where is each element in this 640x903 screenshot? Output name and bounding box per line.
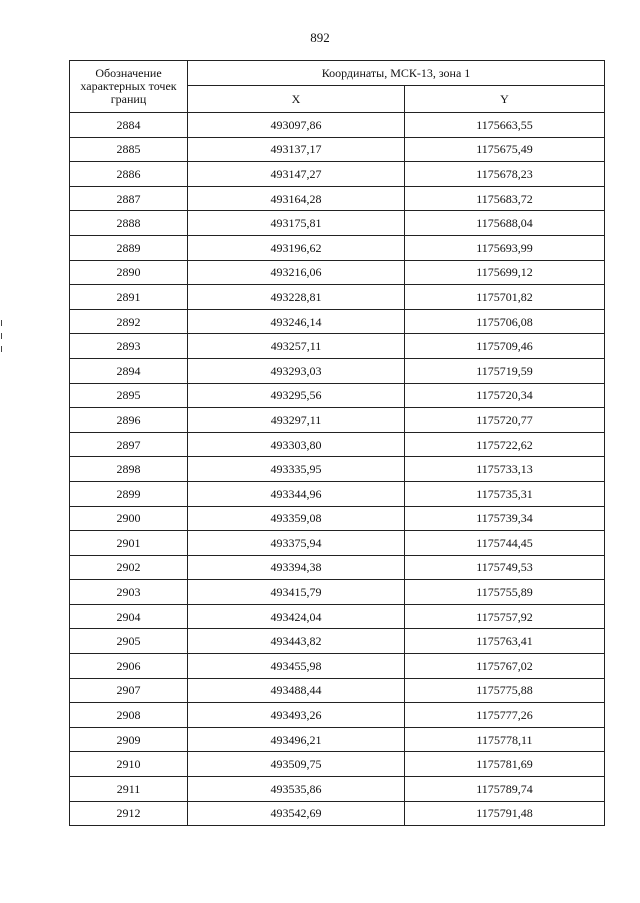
point-cell: 2912 <box>70 801 188 826</box>
table-row <box>70 580 605 605</box>
x-coordinate-cell: 493415,79 <box>188 580 405 605</box>
table-row <box>70 358 605 383</box>
x-coordinate-cell: 493246,14 <box>188 309 405 334</box>
point-cell: 2902 <box>70 555 188 580</box>
x-coordinate-cell: 493335,95 <box>188 457 405 482</box>
y-coordinate-cell: 1175739,34 <box>405 506 605 531</box>
table-row <box>70 408 605 433</box>
coordinates-table <box>69 60 605 826</box>
y-coordinate-cell: 1175763,41 <box>405 629 605 654</box>
x-coordinate-cell: 493175,81 <box>188 211 405 236</box>
x-coordinate-cell: 493488,44 <box>188 678 405 703</box>
y-coordinate-cell: 1175693,99 <box>405 235 605 260</box>
x-coordinate-cell: 493443,82 <box>188 629 405 654</box>
table-row <box>70 457 605 482</box>
x-coordinate-cell: 493509,75 <box>188 752 405 777</box>
table-row <box>70 432 605 457</box>
point-cell: 2900 <box>70 506 188 531</box>
x-coordinate-cell: 493344,96 <box>188 481 405 506</box>
x-coordinate-cell: 493297,11 <box>188 408 405 433</box>
point-cell: 2896 <box>70 408 188 433</box>
point-cell: 2911 <box>70 777 188 802</box>
y-coordinate-cell: 1175683,72 <box>405 186 605 211</box>
y-coordinate-cell: 1175767,02 <box>405 654 605 679</box>
table-body <box>70 113 605 826</box>
table-row <box>70 506 605 531</box>
y-coordinate-cell: 1175777,26 <box>405 703 605 728</box>
table-row <box>70 162 605 187</box>
table-row <box>70 113 605 138</box>
coordinates-header: Координаты, МСК-13, зона 1 <box>188 61 605 86</box>
y-coordinate-cell: 1175699,12 <box>405 260 605 285</box>
point-cell: 2910 <box>70 752 188 777</box>
table-row <box>70 334 605 359</box>
table-row <box>70 654 605 679</box>
x-coordinate-cell: 493196,62 <box>188 235 405 260</box>
y-coordinate-cell: 1175733,13 <box>405 457 605 482</box>
point-cell: 2894 <box>70 358 188 383</box>
point-cell: 2895 <box>70 383 188 408</box>
y-coordinate-cell: 1175791,48 <box>405 801 605 826</box>
x-coordinate-cell: 493147,27 <box>188 162 405 187</box>
table-row <box>70 777 605 802</box>
point-cell: 2904 <box>70 604 188 629</box>
point-cell: 2901 <box>70 531 188 556</box>
y-coordinate-cell: 1175781,69 <box>405 752 605 777</box>
table-row <box>70 137 605 162</box>
x-coordinate-cell: 493542,69 <box>188 801 405 826</box>
table-row <box>70 309 605 334</box>
y-coordinate-cell: 1175755,89 <box>405 580 605 605</box>
x-coordinate-cell: 493216,06 <box>188 260 405 285</box>
y-coordinate-cell: 1175757,92 <box>405 604 605 629</box>
table-row <box>70 678 605 703</box>
table-row <box>70 555 605 580</box>
y-coordinate-cell: 1175749,53 <box>405 555 605 580</box>
x-coordinate-cell: 493257,11 <box>188 334 405 359</box>
x-coordinate-cell: 493535,86 <box>188 777 405 802</box>
point-cell: 2893 <box>70 334 188 359</box>
table-row <box>70 211 605 236</box>
table-row <box>70 260 605 285</box>
scan-mark <box>1 320 2 326</box>
y-coordinate-cell: 1175775,88 <box>405 678 605 703</box>
scan-edge-marks <box>1 320 3 350</box>
y-coordinate-cell: 1175663,55 <box>405 113 605 138</box>
point-cell: 2906 <box>70 654 188 679</box>
table-row <box>70 383 605 408</box>
x-coordinate-cell: 493295,56 <box>188 383 405 408</box>
y-coordinate-cell: 1175719,59 <box>405 358 605 383</box>
point-cell: 2903 <box>70 580 188 605</box>
x-column-header: X <box>188 86 405 113</box>
point-cell: 2886 <box>70 162 188 187</box>
table-row <box>70 727 605 752</box>
point-cell: 2908 <box>70 703 188 728</box>
table-row <box>70 629 605 654</box>
x-coordinate-cell: 493424,04 <box>188 604 405 629</box>
y-coordinate-cell: 1175688,04 <box>405 211 605 236</box>
y-coordinate-cell: 1175789,74 <box>405 777 605 802</box>
point-cell: 2891 <box>70 285 188 310</box>
x-coordinate-cell: 493496,21 <box>188 727 405 752</box>
table-header <box>70 61 605 113</box>
point-cell: 2907 <box>70 678 188 703</box>
y-coordinate-cell: 1175735,31 <box>405 481 605 506</box>
table-row <box>70 531 605 556</box>
table-row <box>70 235 605 260</box>
y-coordinate-cell: 1175675,49 <box>405 137 605 162</box>
x-coordinate-cell: 493097,86 <box>188 113 405 138</box>
y-column-header: Y <box>405 86 605 113</box>
y-coordinate-cell: 1175720,34 <box>405 383 605 408</box>
y-coordinate-cell: 1175706,08 <box>405 309 605 334</box>
point-cell: 2909 <box>70 727 188 752</box>
y-coordinate-cell: 1175778,11 <box>405 727 605 752</box>
y-coordinate-cell: 1175709,46 <box>405 334 605 359</box>
point-cell: 2890 <box>70 260 188 285</box>
table-row <box>70 186 605 211</box>
y-coordinate-cell: 1175701,82 <box>405 285 605 310</box>
point-cell: 2888 <box>70 211 188 236</box>
y-coordinate-cell: 1175722,62 <box>405 432 605 457</box>
point-cell: 2905 <box>70 629 188 654</box>
table-row <box>70 752 605 777</box>
x-coordinate-cell: 493164,28 <box>188 186 405 211</box>
x-coordinate-cell: 493303,80 <box>188 432 405 457</box>
table-row <box>70 285 605 310</box>
table-row <box>70 703 605 728</box>
point-cell: 2885 <box>70 137 188 162</box>
table-row <box>70 481 605 506</box>
x-coordinate-cell: 493293,03 <box>188 358 405 383</box>
designation-header: Обозначение характерных точек границ <box>70 61 188 113</box>
y-coordinate-cell: 1175720,77 <box>405 408 605 433</box>
x-coordinate-cell: 493359,08 <box>188 506 405 531</box>
x-coordinate-cell: 493394,38 <box>188 555 405 580</box>
point-cell: 2898 <box>70 457 188 482</box>
point-cell: 2892 <box>70 309 188 334</box>
y-coordinate-cell: 1175744,45 <box>405 531 605 556</box>
x-coordinate-cell: 493228,81 <box>188 285 405 310</box>
x-coordinate-cell: 493375,94 <box>188 531 405 556</box>
scan-mark <box>1 333 2 339</box>
point-cell: 2884 <box>70 113 188 138</box>
x-coordinate-cell: 493137,17 <box>188 137 405 162</box>
x-coordinate-cell: 493493,26 <box>188 703 405 728</box>
point-cell: 2899 <box>70 481 188 506</box>
table-row <box>70 604 605 629</box>
point-cell: 2897 <box>70 432 188 457</box>
point-cell: 2889 <box>70 235 188 260</box>
x-coordinate-cell: 493455,98 <box>188 654 405 679</box>
table-row <box>70 801 605 826</box>
page-number: 892 <box>310 30 330 45</box>
y-coordinate-cell: 1175678,23 <box>405 162 605 187</box>
scan-mark <box>1 346 2 352</box>
point-cell: 2887 <box>70 186 188 211</box>
